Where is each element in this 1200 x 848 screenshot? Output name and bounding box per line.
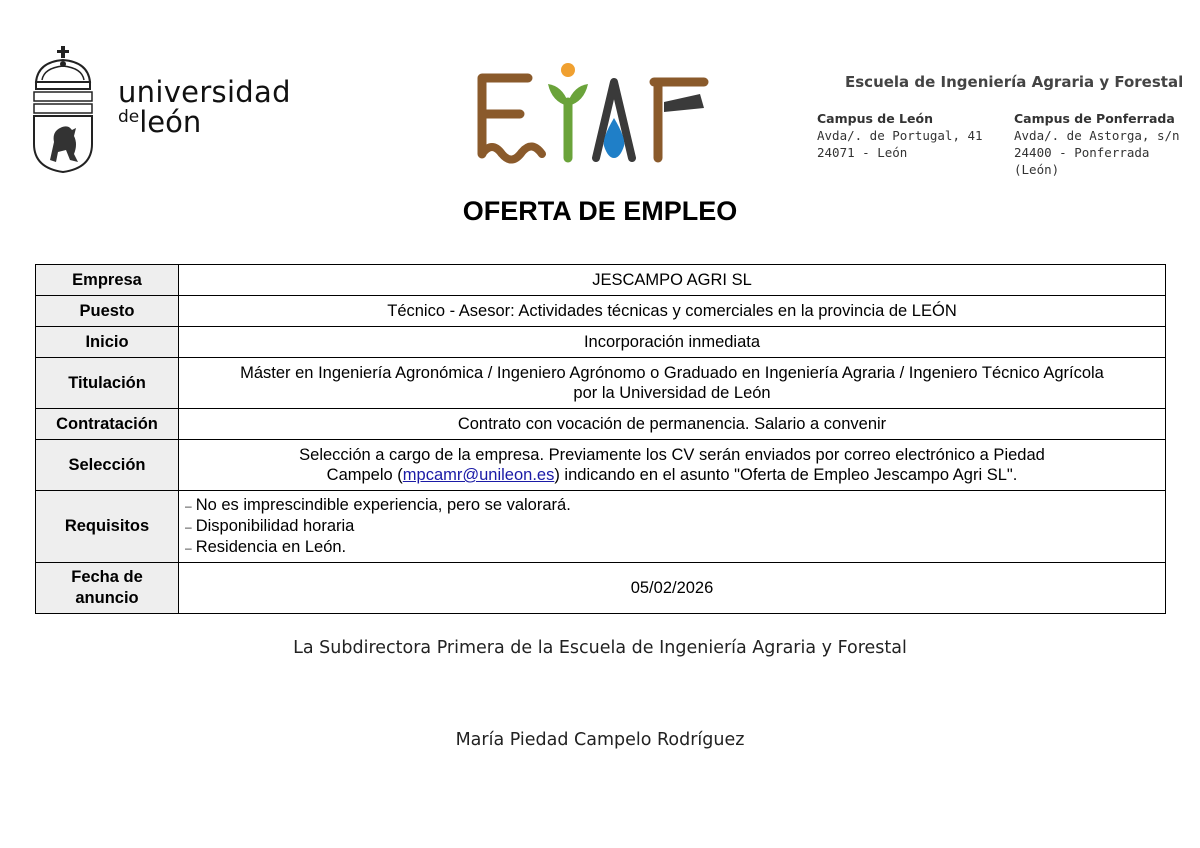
- campus-leon-block: [817, 110, 983, 161]
- label-empresa: Empresa: [36, 265, 179, 296]
- dash-icon: –: [185, 499, 192, 513]
- label-puesto: Puesto: [36, 296, 179, 327]
- value-requisitos: [179, 491, 1166, 563]
- label-inicio: Inicio: [36, 327, 179, 358]
- campus-ponferrada-title: Campus de Ponferrada: [1014, 111, 1175, 126]
- school-name: Escuela de Ingeniería Agraria y Forestal: [845, 73, 1184, 91]
- value-puesto: Técnico - Asesor: Actividades técnicas y comerciales en la provincia de LEÓN: [179, 296, 1166, 327]
- label-seleccion: Selección: [36, 440, 179, 491]
- value-empresa: JESCAMPO AGRI SL: [179, 265, 1166, 296]
- requisito-text: Disponibilidad horaria: [195, 517, 355, 535]
- campus-ponferrada-address: Avda/. de Astorga, s/n: [1014, 128, 1180, 143]
- seleccion-post: ) indicando en el asunto "Oferta de Empleo Jescampo Agri SL".: [554, 466, 1018, 484]
- offer-table: [35, 264, 1166, 614]
- fecha-label-line1: Fecha de: [71, 568, 143, 586]
- row-fecha: [36, 563, 1166, 614]
- eiaf-logo: [468, 62, 718, 168]
- row-empresa: [36, 265, 1166, 296]
- contact-email-link[interactable]: mpcamr@unileon.es: [402, 466, 555, 484]
- label-contratacion: Contratación: [36, 409, 179, 440]
- row-titulacion: [36, 358, 1166, 409]
- university-name-line2: [118, 105, 202, 139]
- signer-name: María Piedad Campelo Rodríguez: [455, 730, 745, 750]
- campus-ponferrada-block: [1014, 110, 1200, 178]
- campus-leon-title: Campus de León: [817, 111, 933, 126]
- requisito-item: [185, 516, 1159, 537]
- label-requisitos: Requisitos: [36, 491, 179, 563]
- requisito-text: No es imprescindible experiencia, pero se valorará.: [195, 496, 571, 514]
- seleccion-pre: Campelo (: [326, 466, 403, 484]
- page-title: OFERTA DE EMPLEO: [462, 196, 738, 226]
- row-contratacion: [36, 409, 1166, 440]
- signer-role: La Subdirectora Primera de la Escuela de Ingeniería Agraria y Forestal: [293, 638, 907, 658]
- value-titulacion: [179, 358, 1166, 409]
- requisito-item: [185, 495, 1159, 516]
- row-inicio: [36, 327, 1166, 358]
- campus-leon-city: 24071 - León: [817, 145, 908, 160]
- label-fecha: [36, 563, 179, 614]
- campus-leon-address: Avda/. de Portugal, 41: [817, 128, 983, 143]
- value-seleccion: [179, 440, 1166, 491]
- titulacion-line1: Máster en Ingeniería Agronómica / Ingeniero Agrónomo o Graduado en Ingeniería Agraria / Ingeniero Técnico Agrícola: [240, 364, 1104, 382]
- value-inicio: Incorporación inmediata: [179, 327, 1166, 358]
- university-name-line1: universidad: [118, 75, 291, 109]
- requisito-item: [185, 537, 1159, 558]
- fecha-label-line2: anuncio: [75, 589, 139, 607]
- campus-ponferrada-city: 24400 - Ponferrada (León): [1014, 145, 1150, 177]
- university-de: de: [118, 107, 140, 127]
- university-logo: [28, 44, 298, 176]
- row-requisitos: [36, 491, 1166, 563]
- university-crest-icon: [28, 44, 100, 176]
- value-fecha: 05/02/2026: [179, 563, 1166, 614]
- requisito-text: Residencia en León.: [195, 538, 347, 556]
- seleccion-line2: [185, 465, 1159, 485]
- dash-icon: –: [185, 541, 192, 555]
- seleccion-line1: Selección a cargo de la empresa. Previamente los CV serán enviados por correo electrónico a Piedad: [299, 446, 1045, 464]
- label-titulacion: Titulación: [36, 358, 179, 409]
- dash-icon: –: [185, 520, 192, 534]
- titulacion-line2: por la Universidad de León: [573, 384, 771, 402]
- row-puesto: [36, 296, 1166, 327]
- university-leon: león: [139, 105, 202, 139]
- value-contratacion: Contrato con vocación de permanencia. Salario a convenir: [179, 409, 1166, 440]
- row-seleccion: [36, 440, 1166, 491]
